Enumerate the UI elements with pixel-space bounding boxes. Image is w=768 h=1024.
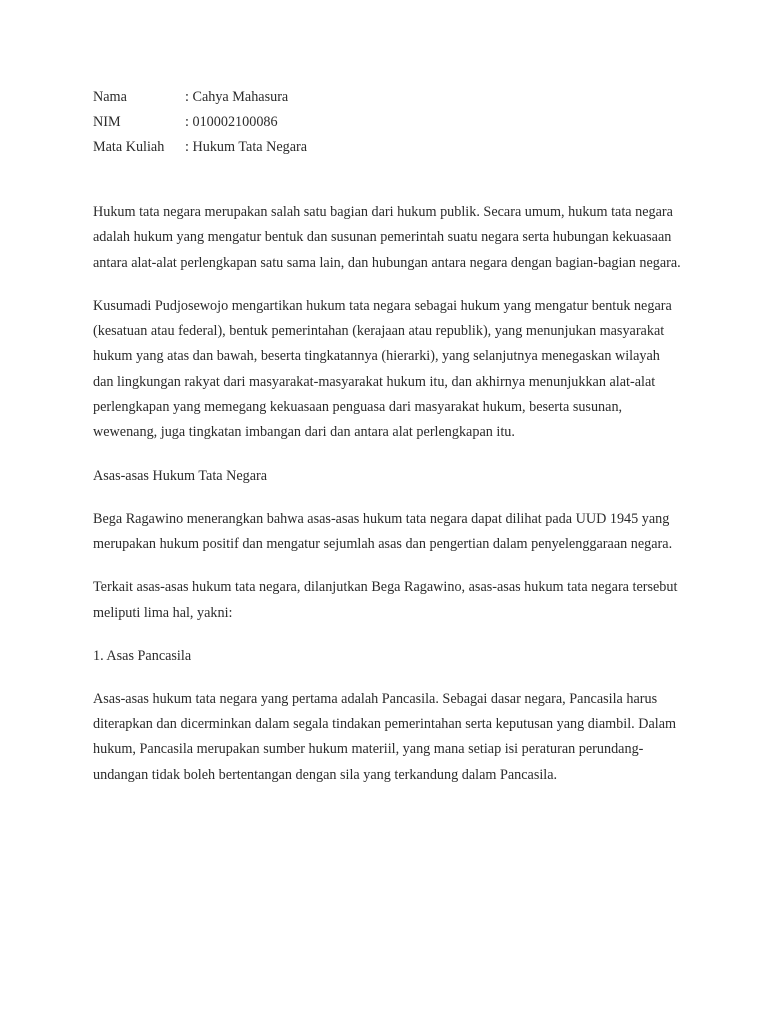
course-row — [93, 135, 693, 160]
section-heading-pancasila: 1. Asas Pancasila — [93, 647, 192, 664]
paragraph-pancasila: Asas-asas hukum tata negara yang pertama adalah Pancasila. Sebagai dasar negara, Pancasila harus diterapkan dan dicerminkan dalam segala tindakan pemerintahan serta keputusan yang diambil. Dalam hukum, Pancasila merupakan sumber hukum materiil, yang mana setiap isi peraturan perundang-undangan tidak boleh bertentangan dengan sila yang terkandung dalam Pancasila. — [93, 690, 677, 783]
paragraph-lima-hal: Terkait asas-asas hukum tata negara, dilanjutkan Bega Ragawino, asas-asas hukum tata negara tersebut meliputi lima hal, yakni: — [93, 579, 678, 621]
paragraph-ragawino: Bega Ragawino menerangkan bahwa asas-asas hukum tata negara dapat dilihat pada UUD 1945 yang merupakan hukum positif dan mengatur sejumlah asas dan pengertian dalam penyelenggaraan negara. — [93, 510, 673, 552]
spacer — [93, 160, 693, 200]
document-page — [93, 85, 693, 806]
paragraph-definition: Hukum tata negara merupakan salah satu bagian dari hukum publik. Secara umum, hukum tata negara adalah hukum yang mengatur bentuk dan susunan pemerintah suatu negara serta hubungan kekuasaan antara alat-alat perlengkapan satu sama lain, dan hubungan antara negara dengan bagian-bagian negara. — [93, 204, 681, 271]
name-row — [93, 85, 693, 110]
course-label: Mata Kuliah — [93, 139, 165, 155]
nim-row — [93, 110, 693, 135]
paragraph-pudjosewojo: Kusumadi Pudjosewojo mengartikan hukum tata negara sebagai hukum yang mengatur bentuk negara (kesatuan atau federal), bentuk pemerintahan (kerajaan atau republik), yang menunjukan masyarakat hukum yang atas dan bawah, beserta tingkatannya (hierarki), yang selanjutnya menegaskan wilayah dan lingkungan rakyat dari masyarakat-masyarakat hukum itu, dan akhirnya menunjukkan alat-alat perlengkapan yang memegang kekuasaan penguasa dari masyarakat hukum, beserta susunan, wewenang, juga tingkatan imbangan dari dan antara alat perlengkapan itu. — [93, 297, 672, 441]
course-value: : Hukum Tata Negara — [185, 139, 308, 155]
nim-value: : 010002100086 — [185, 114, 278, 130]
student-info — [93, 85, 693, 160]
nim-label: NIM — [93, 114, 121, 130]
name-label: Nama — [93, 89, 127, 105]
section-heading-asas: Asas-asas Hukum Tata Negara — [93, 467, 268, 484]
name-value: : Cahya Mahasura — [185, 89, 289, 105]
